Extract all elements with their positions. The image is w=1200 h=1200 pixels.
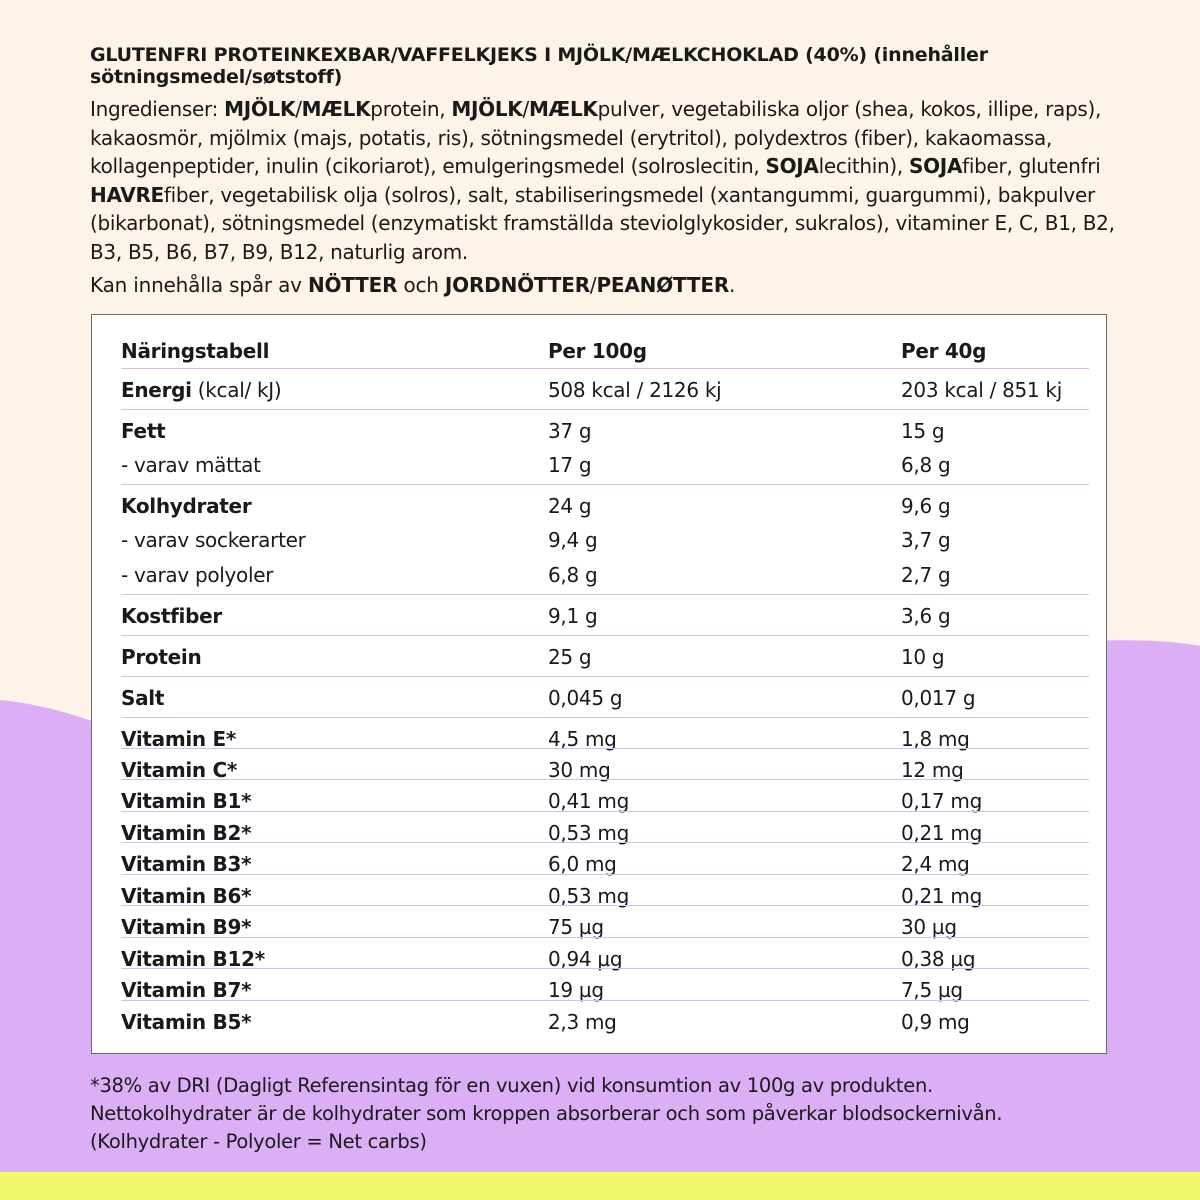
divider [121,484,1089,485]
allergen-highlight: MJÖLK [451,97,523,121]
nutrient-per40: 2,7 g [901,563,951,587]
allergen-warning [90,271,1120,299]
nutrient-per100: 0,53 mg [548,821,629,845]
divider [121,635,1089,636]
energy-label: Energi [121,378,192,402]
header-per100: Per 100g [548,339,647,363]
allergen-highlight: JORDNÖTTER [444,273,590,297]
allergen-highlight: PEANØTTER [596,273,730,297]
text-segment: Kan innehålla spår av [90,273,308,297]
nutrient-label: Vitamin B6* [121,884,252,908]
nutrient-label: Vitamin B12* [121,947,265,971]
nutrient-per40: 0,21 mg [901,884,982,908]
allergen-highlight: MJÖLK [224,97,296,121]
text-segment: och [397,273,445,297]
nutrient-per40: 1,8 mg [901,727,970,751]
nutrient-per40: 0,9 mg [901,1010,970,1034]
divider [121,594,1089,595]
nutrient-per40: 9,6 g [901,494,951,518]
allergen-highlight: SOJA [909,154,963,178]
divider [121,905,1089,906]
nutrient-per100: 24 g [548,494,592,518]
header-label: Näringstabell [121,339,270,363]
nutrient-label: Vitamin B2* [121,821,252,845]
divider [121,409,1089,410]
nutrient-per40: 3,6 g [901,604,951,628]
nutrient-per40: 2,4 mg [901,852,970,876]
nutrient-per100: 0,045 g [548,686,623,710]
nutrient-per40: 0,38 µg [901,947,976,971]
allergen-highlight: NÖTTER [307,273,398,297]
divider [121,874,1089,875]
nutrient-per100: 6,0 mg [548,852,617,876]
product-title: GLUTENFRI PROTEINKEXBAR/VAFFELKJEKS I MJÖLK/MÆLKCHOKLAD (40%) (innehåller sötningsmedel/søtstoff) [90,44,988,88]
nutrient-label: - varav sockerarter [121,528,306,552]
text-segment: / [522,97,529,121]
allergen-highlight: SOJA [765,154,819,178]
nutrient-per100: 4,5 mg [548,727,617,751]
nutrient-per40: 10 g [901,645,945,669]
nutrient-per100: 0,53 mg [548,884,629,908]
nutrient-label: Kostfiber [121,604,222,628]
nutrient-label: Vitamin B7* [121,978,252,1002]
nutrient-per100: 19 µg [548,978,604,1002]
allergen-highlight: MÆLK [528,97,598,121]
text-segment: / [589,273,597,297]
divider [121,1000,1089,1001]
nutrient-label: Kolhydrater [121,494,252,518]
footnote-line-dri: *38% av DRI (Dagligt Referensintag för en vuxen) vid konsumtion av 100g av produkten. [90,1074,933,1097]
text-segment: . [729,273,736,297]
divider [121,676,1089,677]
nutrient-per100: 37 g [548,419,592,443]
text-segment: Ingredienser: [90,97,225,121]
nutrient-per100: 25 g [548,645,592,669]
divider [121,968,1089,969]
divider [121,811,1089,812]
ingredients-text [90,95,1120,266]
text-segment: lecithin), [818,154,909,178]
divider [121,779,1089,780]
energy-per40: 203 kcal / 851 kj [901,378,1062,402]
nutrient-label: Vitamin B3* [121,852,252,876]
nutrient-per40: 0,017 g [901,686,976,710]
energy-per100: 508 kcal / 2126 kj [548,378,722,402]
nutrient-per100: 75 µg [548,915,604,939]
nutrient-per100: 9,1 g [548,604,598,628]
nutrient-label: Fett [121,419,166,443]
nutrient-per100: 30 mg [548,758,611,782]
nutrient-per40: 15 g [901,419,945,443]
text-segment: protein, [370,97,452,121]
divider [121,717,1089,718]
energy-label-wrap [121,378,281,402]
nutrient-per40: 7,5 µg [901,978,963,1002]
footnote-line-netcarbs: Nettokolhydrater är de kolhydrater som kroppen absorberar och som påverkar blodsockernivån. [90,1102,1003,1125]
nutrient-per40: 12 mg [901,758,964,782]
nutrient-label: Vitamin C* [121,758,238,782]
divider [121,842,1089,843]
nutrient-label: Vitamin E* [121,727,237,751]
nutrient-label: Vitamin B5* [121,1010,252,1034]
nutrient-label: Vitamin B1* [121,789,252,813]
nutrient-per100: 2,3 mg [548,1010,617,1034]
divider [121,368,1089,369]
nutrient-per100: 17 g [548,453,592,477]
nutrient-label: Protein [121,645,202,669]
nutrient-per40: 0,17 mg [901,789,982,813]
nutrition-table [91,314,1107,1054]
text-segment: / [295,97,302,121]
nutrient-label: - varav polyoler [121,563,274,587]
allergen-highlight: MÆLK [301,97,371,121]
text-segment: fiber, vegetabilisk olja (solros), salt, stabiliseringsmedel (xantangummi, guargummi), bakpulver (bikarbonat), sötningsmedel (enzymatiskt framställda steviolglykosider, sukralos), vitaminer E, C, B1, B2, B3, B5, B6, B7, B9, B12, naturlig arom. [90,182,1115,264]
nutrient-per100: 9,4 g [548,528,598,552]
nutrient-label: - varav mättat [121,453,261,477]
allergen-highlight: HAVRE [90,182,164,207]
nutrient-label: Vitamin B9* [121,915,252,939]
header-per40: Per 40g [901,339,987,363]
nutrient-label: Salt [121,686,165,710]
nutrient-per40: 30 µg [901,915,957,939]
nutrient-per100: 6,8 g [548,563,598,587]
text-segment: fiber, glutenfri [962,154,1101,178]
nutrient-per40: 3,7 g [901,528,951,552]
nutrient-per100: 0,41 mg [548,789,629,813]
divider [121,937,1089,938]
nutrient-per40: 6,8 g [901,453,951,477]
divider [121,748,1089,749]
nutrient-per100: 0,94 µg [548,947,623,971]
footnote [90,1072,1170,1156]
footnote-line-formula: (Kolhydrater - Polyoler = Net carbs) [90,1130,427,1153]
nutrient-per40: 0,21 mg [901,821,982,845]
energy-unit: (kcal/ kJ) [191,378,282,402]
text-segment: pulver, vegetabiliska oljor (shea, kokos, illipe, raps), kakaosmör, mjölmix (majs, potatis, ris), sötningsmedel (erytritol), polydextros (fiber), kakaomassa, kollagenpeptider, inulin (cikoriarot), emulgeringsmedel (solroslecitin, [90,97,1102,178]
